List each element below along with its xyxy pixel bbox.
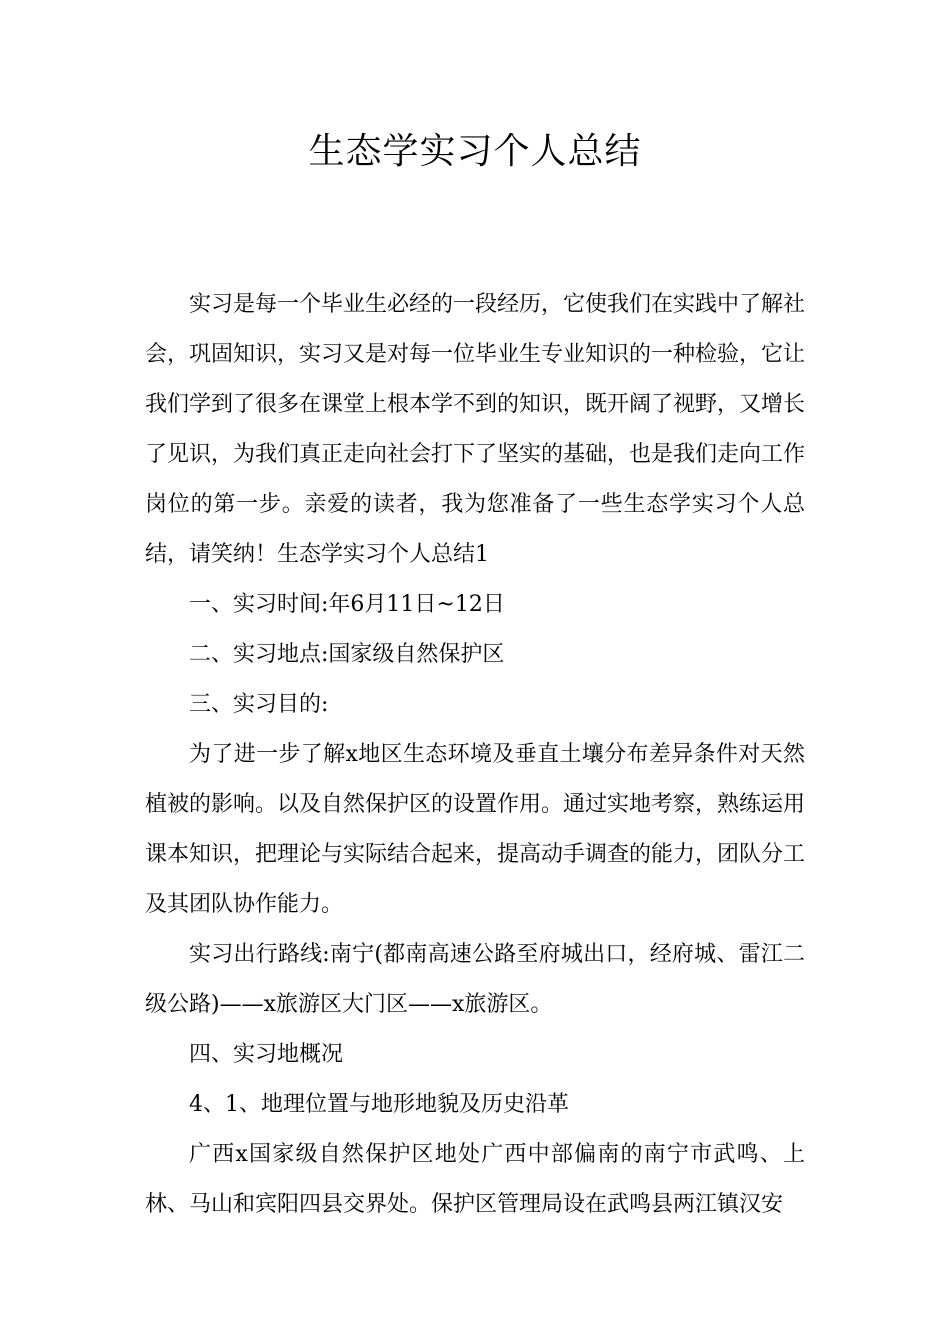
paragraph-overview-heading: 四、实习地概况 (189, 1042, 344, 1067)
paragraph-internship-location: 二、实习地点:国家级自然保护区 (189, 642, 505, 667)
paragraph-internship-purpose-heading: 三、实习目的: (189, 692, 329, 717)
paragraph-location-description: 广西x国家级自然保护区地处广西中部偏南的南宁市武鸣、上林、马山和宾阳四县交界处。保护区管理局设在武鸣县两江镇汉安 (145, 1142, 805, 1217)
paragraph-intro: 实习是每一个毕业生必经的一段经历，它使我们在实践中了解社会，巩固知识，实习又是对每一位毕业生专业知识的一种检验，它让我们学到了很多在课堂上根本学不到的知识，既开阔了视野，又增长了见识，为我们真正走向社会打下了坚实的基础，也是我们走向工作岗位的第一步。亲爱的读者，我为您准备了一些生态学实习个人总结，请笑纳！生态学实习个人总结1 (145, 292, 806, 567)
document-title: 生态学实习个人总结 (308, 131, 642, 172)
paragraph-internship-time: 一、实习时间:年6月11日~12日 (189, 592, 505, 617)
paragraph-location-subheading: 4、1、地理位置与地形地貌及历史沿革 (189, 1092, 569, 1117)
paragraph-route: 实习出行路线:南宁(都南高速公路至府城出口，经府城、雷江二级公路)——x旅游区大门区——x旅游区。 (145, 942, 805, 1017)
document-body (145, 280, 805, 1230)
paragraph-internship-purpose: 为了进一步了解x地区生态环境及垂直土壤分布差异条件对天然植被的影响。以及自然保护区的设置作用。通过实地考察，熟练运用课本知识，把理论与实际结合起来，提高动手调查的能力，团队分工及其团队协作能力。 (145, 742, 806, 917)
